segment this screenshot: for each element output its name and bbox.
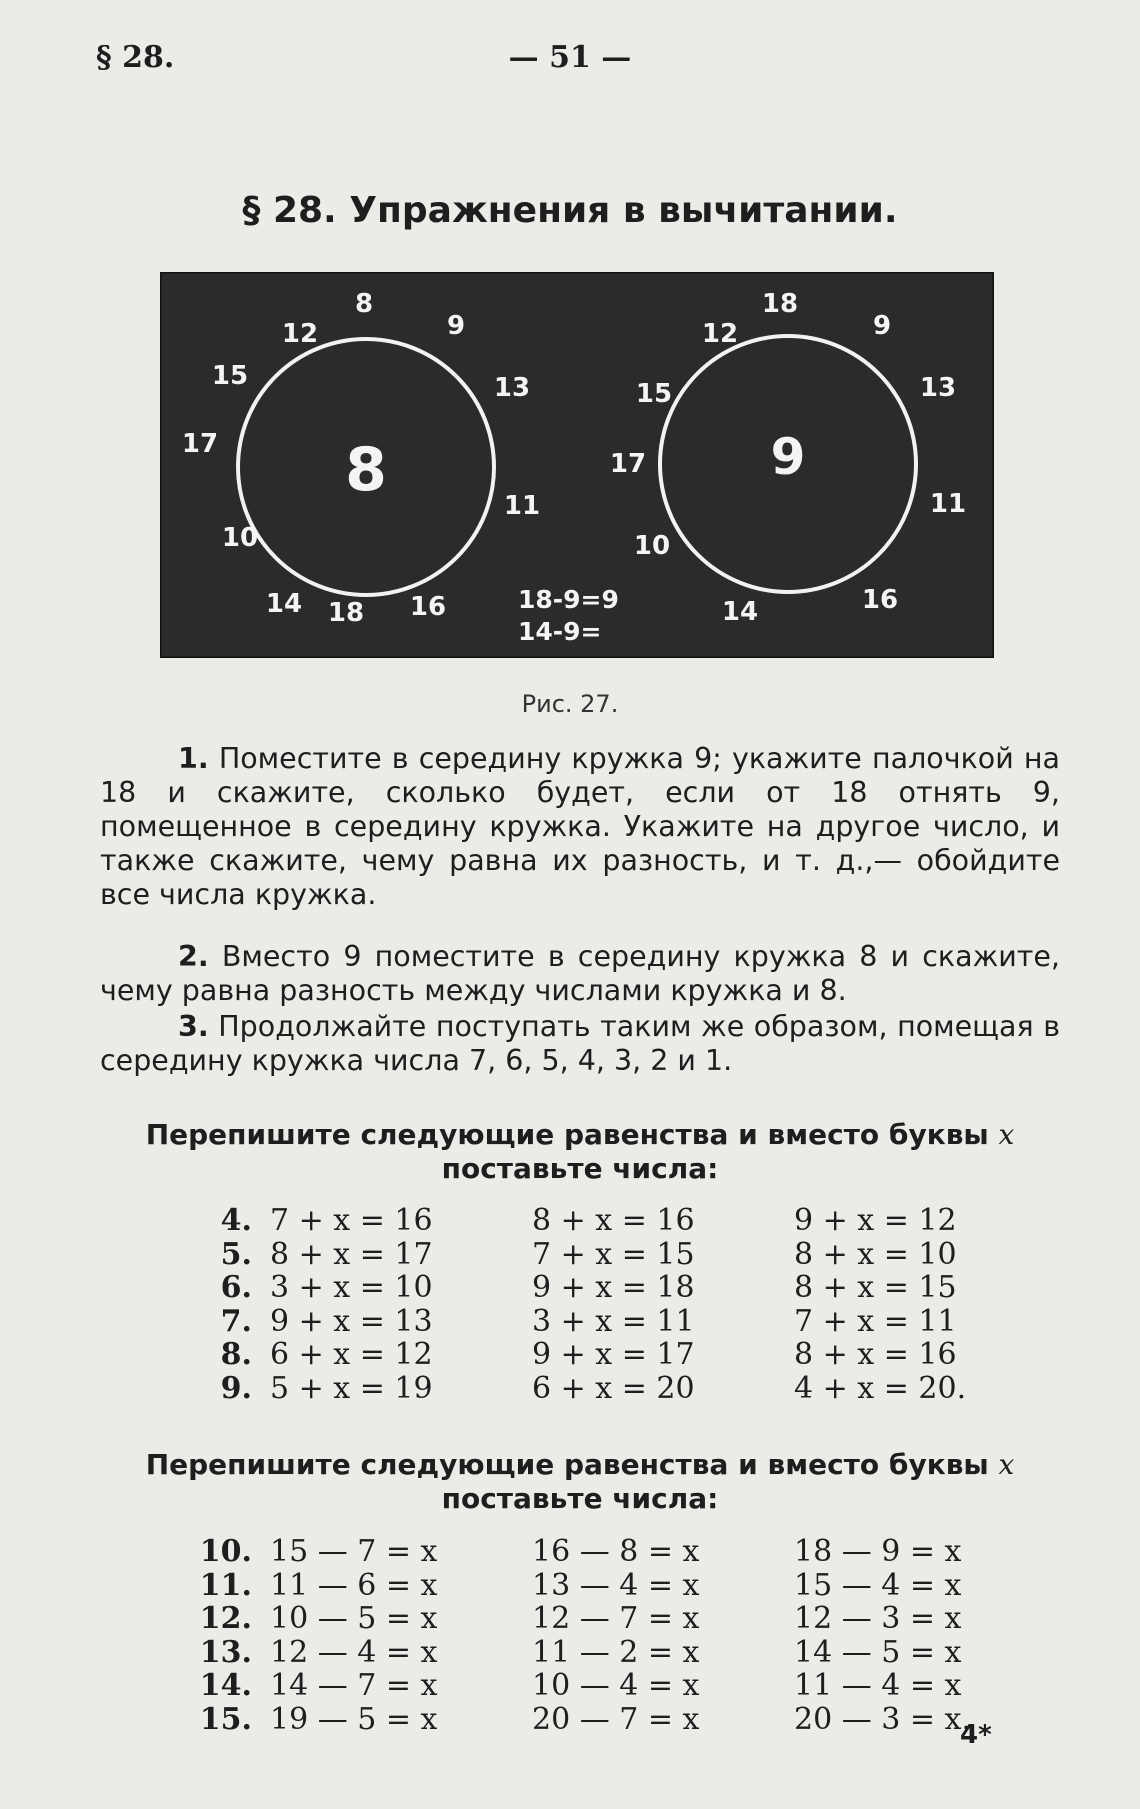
equation: 10 — 5 = x	[270, 1601, 438, 1636]
ring-number: 12	[281, 319, 319, 349]
equation: 20 — 7 = x	[532, 1701, 700, 1737]
equation: 12 — 3 = x	[794, 1601, 962, 1636]
page-number: — 51 —	[508, 40, 632, 75]
equation: 8 + x = 10	[794, 1236, 957, 1272]
ring-number: 11	[929, 489, 967, 519]
center-number: 8	[345, 435, 387, 505]
instruction-text: Перепишите следующие равенства и вместо буквы	[145, 1448, 989, 1481]
exercises-addition	[196, 1204, 1056, 1405]
ring-number: 11	[503, 491, 541, 521]
equation: 13 — 4 = x	[532, 1567, 700, 1603]
equation: 15 — 7 = x	[270, 1534, 438, 1569]
equation: 6 + x = 20	[532, 1370, 695, 1406]
exercise-number: 15.	[199, 1701, 252, 1737]
ring-number: 9	[446, 311, 466, 341]
exercise-row	[196, 1204, 1056, 1238]
instruction-1	[100, 1118, 1060, 1186]
exercises-subtraction	[196, 1535, 1056, 1736]
exercise-row	[196, 1569, 1056, 1603]
section-marker: § 28.	[96, 40, 175, 75]
equation: 9 + x = 13	[270, 1303, 433, 1339]
figure-equation: 18-9=9	[518, 585, 619, 614]
ring-number: 16	[861, 585, 899, 615]
paragraph-3	[100, 1010, 1060, 1078]
equation: 19 — 5 = x	[270, 1701, 438, 1737]
exercise-row	[196, 1305, 1056, 1339]
exercise-number: 8.	[220, 1337, 252, 1372]
equation: 4 + x = 20.	[794, 1370, 967, 1406]
equation: 20 — 3 = x.	[794, 1701, 971, 1737]
equation: 7 + x = 11	[794, 1303, 957, 1339]
exercise-number: 11.	[199, 1567, 252, 1603]
exercise-number: 12.	[199, 1601, 252, 1636]
exercise-row	[196, 1372, 1056, 1406]
ring-number: 12	[701, 319, 739, 349]
equation: 7 + x = 15	[532, 1236, 695, 1272]
figure-caption: Рис. 27.	[521, 690, 619, 718]
exercise-row	[196, 1271, 1056, 1305]
equation: 9 + x = 18	[532, 1270, 695, 1305]
exercise-number: 4.	[220, 1203, 252, 1238]
equation: 5 + x = 19	[270, 1370, 433, 1406]
paragraph-text: Продолжайте поступать таким же образом, помещая в середину кружка числа 7, 6, 5, 4, 3, 2 и 1.	[100, 1010, 1060, 1077]
paragraph-text: Вместо 9 поместите в середину кружка 8 и скажите, чему равна разность между числами кружка и 8.	[100, 940, 1060, 1007]
ring-number: 13	[919, 373, 957, 403]
equation: 8 + x = 16	[532, 1203, 695, 1238]
instruction-line2: поставьте числа:	[441, 1152, 719, 1185]
exercise-row	[196, 1669, 1056, 1703]
ring-number: 17	[181, 429, 219, 459]
center-number: 9	[770, 428, 806, 486]
ring-number: 18	[327, 598, 365, 628]
figure-equation: 14-9=	[518, 617, 602, 646]
exercise-number: 10.	[199, 1534, 252, 1569]
exercise-row	[196, 1602, 1056, 1636]
exercise-number: 7.	[220, 1303, 252, 1339]
ring-number: 10	[221, 523, 259, 553]
exercise-number: 9.	[220, 1370, 252, 1406]
exercise-number: 5.	[220, 1236, 252, 1272]
ring-number: 17	[609, 449, 647, 479]
exercise-row	[196, 1636, 1056, 1670]
equation: 9 + x = 17	[532, 1337, 695, 1372]
equation: 8 + x = 17	[270, 1236, 433, 1272]
paragraph-text: Поместите в середину кружка 9; укажите палочкой на 18 и скажите, сколько будет, если от 18 отнять 9, помещенное в середину кружка. Укажите на другое число, и также скажите, чему равна их разность, и т. д.,— обойдите все числа кружка.	[100, 742, 1060, 911]
equation: 8 + x = 15	[794, 1270, 957, 1305]
paragraph-number: 2.	[178, 940, 209, 973]
equation: 18 — 9 = x	[794, 1534, 962, 1569]
figure-27	[160, 272, 994, 658]
equation: 11 — 2 = x	[532, 1634, 700, 1670]
equation: 7 + x = 16	[270, 1203, 433, 1238]
variable-x: x	[998, 1118, 1015, 1151]
instruction-text: Перепишите следующие равенства и вместо буквы	[145, 1118, 989, 1151]
equation: 15 — 4 = x	[794, 1567, 962, 1603]
paragraph-number: 3.	[178, 1010, 209, 1043]
ring-number: 10	[633, 531, 671, 561]
equation: 3 + x = 11	[532, 1303, 695, 1339]
variable-x: x	[998, 1448, 1015, 1481]
equation: 12 — 4 = x	[270, 1634, 438, 1670]
equation: 14 — 5 = x	[794, 1634, 962, 1670]
equation: 11 — 6 = x	[270, 1567, 438, 1603]
equation: 11 — 4 = x	[794, 1668, 962, 1703]
exercise-row	[196, 1238, 1056, 1272]
instruction-line2: поставьте числа:	[441, 1482, 719, 1515]
ring-number: 9	[872, 311, 892, 341]
equation: 9 + x = 12	[794, 1203, 957, 1238]
exercise-number: 6.	[220, 1270, 252, 1305]
ring-number: 18	[761, 289, 799, 319]
ring-number: 14	[721, 597, 759, 627]
ring-number: 16	[409, 592, 447, 622]
equation: 3 + x = 10	[270, 1270, 433, 1305]
ring-number: 13	[493, 373, 531, 403]
equation: 12 — 7 = x	[532, 1601, 700, 1636]
equation: 14 — 7 = x	[270, 1668, 438, 1703]
ring-number: 15	[635, 379, 673, 409]
equation: 16 — 8 = x	[532, 1534, 700, 1569]
ring-number: 8	[354, 289, 374, 319]
ring-number: 14	[265, 589, 303, 619]
paragraph-number: 1.	[178, 742, 209, 775]
instruction-2	[100, 1448, 1060, 1516]
signature-mark: 4*	[960, 1720, 992, 1750]
paragraph-1	[100, 742, 1060, 912]
exercise-row	[196, 1703, 1056, 1737]
page-title: § 28. Упражнения в вычитании.	[242, 190, 898, 231]
exercise-number: 14.	[199, 1668, 252, 1703]
ring-number: 15	[211, 361, 249, 391]
exercise-row	[196, 1338, 1056, 1372]
exercise-number: 13.	[199, 1634, 252, 1670]
equation: 10 — 4 = x	[532, 1668, 700, 1703]
exercise-row	[196, 1535, 1056, 1569]
equation: 8 + x = 16	[794, 1337, 957, 1372]
paragraph-2	[100, 940, 1060, 1008]
equation: 6 + x = 12	[270, 1337, 433, 1372]
